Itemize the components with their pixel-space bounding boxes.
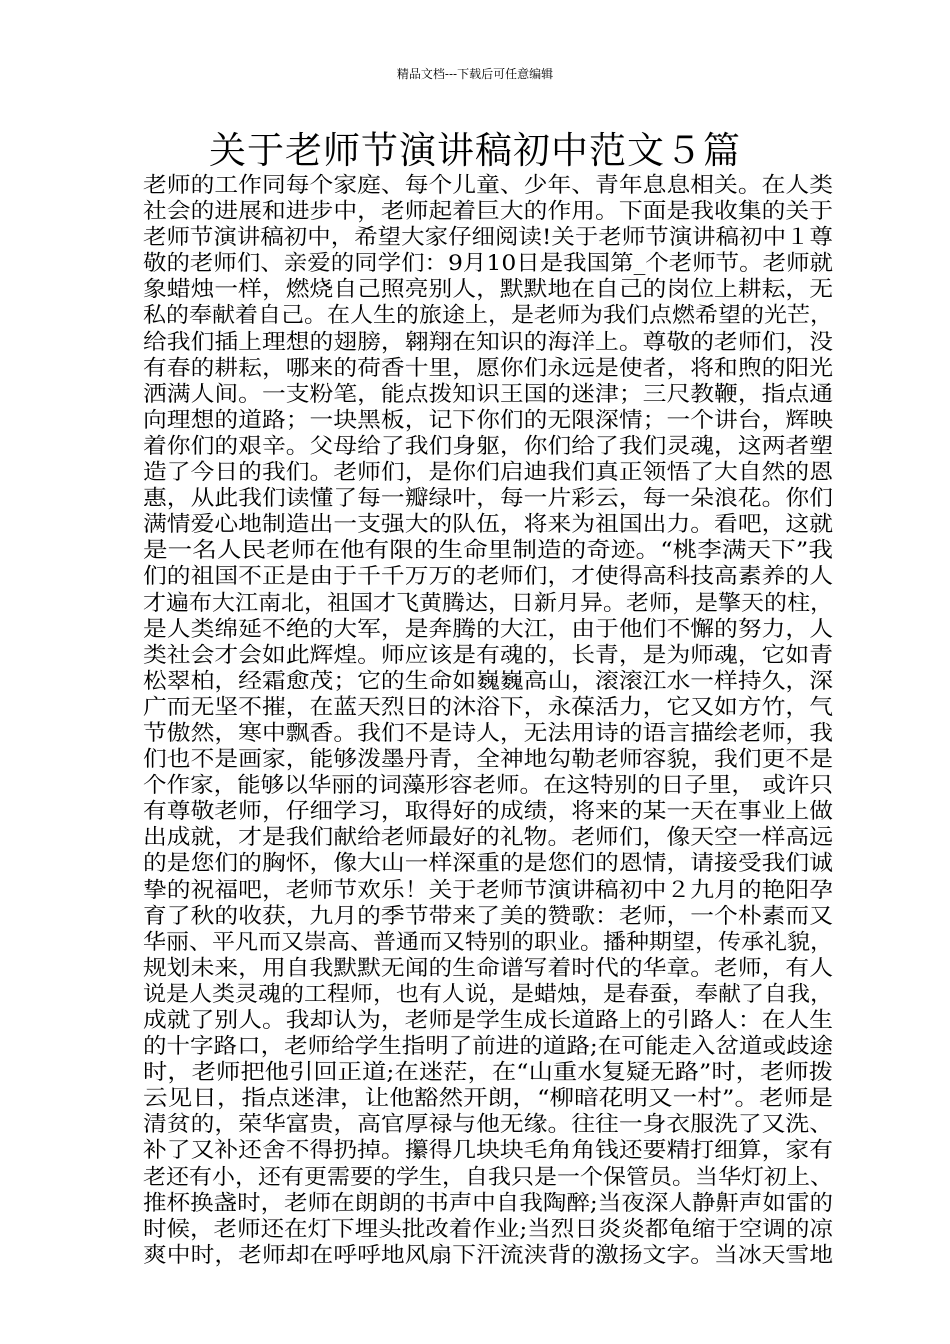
body-line: 育了秋的收获，九月的季节带来了美的赞歌：老师，一个朴素而又 (143, 903, 833, 929)
body-line: 象蜡烛一样，燃烧自己照亮别人，默默地在自己的岗位上耕耘，无 (143, 277, 833, 303)
body-line: 节傲然，寒中飘香。我们不是诗人，无法用诗的语言描绘老师，我 (143, 720, 833, 746)
body-line: 时候，老师还在灯下埋头批改着作业;当烈日炎炎都龟缩于空调的凉 (143, 1216, 833, 1242)
body-line: 满情爱心地制造出一支强大的队伍，将来为祖国出力。看吧，这就 (143, 512, 833, 538)
body-line: 成就了别人。我却认为，老师是学生成长道路上的引路人：在人生 (143, 1008, 833, 1033)
body-line: 爽中时，老师却在呼呼地风扇下汗流浃背的激扬文字。当冰天雪地 (143, 1242, 833, 1268)
body-line: 时，老师把他引回正道;在迷茫，在“山重水复疑无路”时，老师拨 (143, 1060, 833, 1086)
body-line: 老师的工作同每个家庭、每个儿童、少年、青年息息相关。在人类 (143, 173, 833, 198)
body-line: 社会的进展和进步中，老师起着巨大的作用。下面是我收集的关于 (143, 199, 833, 225)
body-line: 给我们插上理想的翅膀，翱翔在知识的海洋上。尊敬的老师们，没 (143, 329, 833, 355)
body-line: 有尊敬老师，仔细学习，取得好的成绩，将来的某一天在事业上做 (143, 799, 833, 825)
body-line: 华丽、平凡而又崇高、普通而又特别的职业。播种期望，传承礼貌， (143, 929, 833, 955)
body-line: 挚的祝福吧，老师节欢乐！关于老师节演讲稿初中２九月的艳阳孕 (143, 877, 833, 903)
body-line: 向理想的道路；一块黑板，记下你们的无限深情；一个讲台，辉映 (143, 407, 833, 433)
body-line: 们的祖国不正是由于千千万万的老师们，才使得高科技高素养的人 (143, 564, 833, 590)
body-line: 补了又补还舍不得扔掉。攥得几块块毛角角钱还要精打细算，家有 (143, 1138, 833, 1164)
body-line: 有春的耕耘，哪来的荷香十里，愿你们永远是使者，将和煦的阳光 (143, 355, 833, 381)
body-line: 云见日，指点迷津，让他豁然开朗，“柳暗花明又一村”。老师是 (143, 1086, 833, 1112)
body-line: 的十字路口，老师给学生指明了前进的道路;在可能走入岔道或歧途 (143, 1034, 833, 1060)
header-note: 精品文档---下载后可任意编辑 (396, 67, 554, 81)
body-line: 老还有小，还有更需要的学生，自我只是一个保管员。当华灯初上、 (143, 1164, 833, 1190)
body-line: 个作家，能够以华丽的词藻形容老师。在这特别的日子里， 或许只 (143, 773, 833, 799)
body-line: 规划未来，用自我默默无闻的生命谱写着时代的华章。老师，有人 (143, 955, 833, 981)
body-line: 出成就，才是我们献给老师最好的礼物。老师们，像天空一样高远 (143, 825, 833, 851)
document-title: 关于老师节演讲稿初中范文５篇 (209, 129, 741, 172)
body-line: 说是人类灵魂的工程师，也有人说，是蜡烛，是春蚕，奉献了自我， (143, 981, 833, 1007)
body-line: 惠，从此我们读懂了每一瓣绿叶，每一片彩云，每一朵浪花。你们 (143, 486, 833, 512)
body-line: 们也不是画家，能够泼墨丹青，全神地勾勒老师容貌，我们更不是 (143, 747, 833, 773)
body-line: 清贫的，荣华富贵，高官厚禄与他无缘。往往一身衣服洗了又洗、 (143, 1112, 833, 1138)
body-line: 类社会才会如此辉煌。师应该是有魂的，长青，是为师魂，它如青 (143, 642, 833, 668)
body-line: 的是您们的胸怀，像大山一样深重的是您们的恩情，请接受我们诚 (143, 851, 833, 877)
body-line: 才遍布大江南北，祖国才飞黄腾达，日新月异。老师，是擎天的柱， (143, 590, 833, 616)
body-line: 造了今日的我们。老师们，是你们启迪我们真正领悟了大自然的恩 (143, 460, 833, 486)
body-line: 推杯换盏时，老师在朗朗的书声中自我陶醉;当夜深人静鼾声如雷的 (143, 1190, 833, 1216)
body-line: 着你们的艰辛。父母给了我们身躯，你们给了我们灵魂，这两者塑 (143, 433, 833, 459)
body-line: 广而无坚不摧，在蓝天烈日的沐浴下，永葆活力，它又如方竹，气 (143, 694, 833, 720)
body-line: 敬的老师们、亲爱的同学们：9月10日是我国第_个老师节。老师就 (143, 251, 833, 277)
body-line: 是人类绵延不绝的大军，是奔腾的大江，由于他们不懈的努力，人 (143, 616, 833, 642)
body-line: 是一名人民老师在他有限的生命里制造的奇迹。“桃李满天下”我 (143, 538, 833, 564)
body-line: 松翠柏，经霜愈茂；它的生命如巍巍高山，滚滚江水一样持久，深 (143, 668, 833, 694)
body-line: 洒满人间。一支粉笔，能点拨知识王国的迷津；三尺教鞭，指点通 (143, 381, 833, 407)
body-line: 私的奉献着自己。在人生的旅途上，是老师为我们点燃希望的光芒， (143, 303, 833, 329)
body-line: 老师节演讲稿初中，希望大家仔细阅读!关于老师节演讲稿初中１尊 (143, 225, 833, 251)
document-body (143, 173, 833, 1269)
